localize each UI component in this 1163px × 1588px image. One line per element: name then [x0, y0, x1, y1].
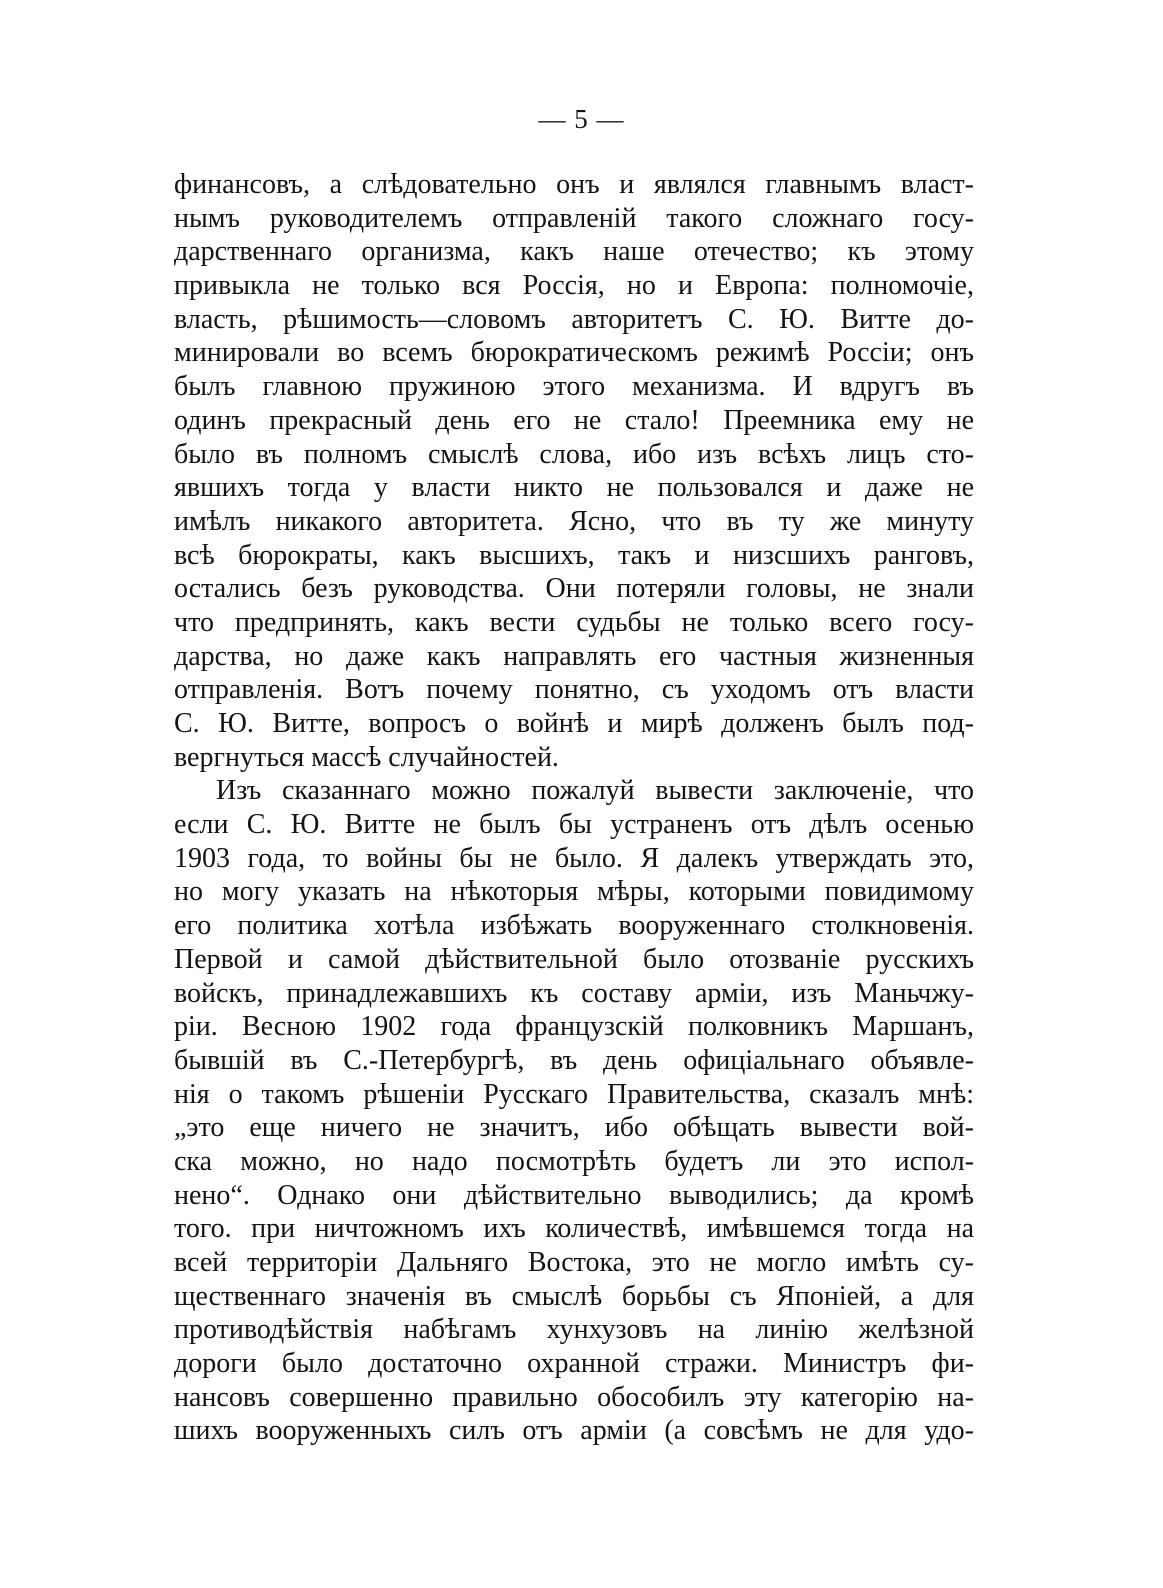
text-line: имѣлъ никакого авторитета. Ясно, что въ ту же минуту	[174, 505, 974, 537]
text-line: дарства, но даже какъ направлять его частныя жизненныя	[174, 640, 974, 672]
text-line: 1903 года, то войны бы не было. Я далекъ утверждать это,	[174, 842, 974, 874]
body-text	[174, 168, 974, 1448]
text-line: ска можно, но надо посмотрѣть будетъ ли это испол-	[174, 1145, 974, 1177]
text-line: противодѣйствія набѣгамъ хунхузовъ на линію желѣзной	[174, 1314, 974, 1346]
text-line: всѣ бюрократы, какъ высшихъ, такъ и низсшихъ ранговъ,	[174, 539, 974, 571]
text-line: Первой и самой дѣйствительной было отозваніе русскихъ	[174, 943, 974, 975]
text-line: всей территоріи Дальняго Востока, это не могло имѣть су-	[174, 1247, 974, 1278]
text-line: было въ полномъ смыслѣ слова, ибо изъ всѣхъ лицъ сто-	[174, 438, 974, 470]
paragraph-end-line: вергнуться массѣ случайностей.	[174, 741, 559, 773]
text-line: шихъ вооруженныхъ силъ отъ арміи (а совсѣмъ не для удо-	[174, 1415, 974, 1447]
text-line: явшихъ тогда у власти никто не пользовался и даже не	[174, 472, 974, 504]
text-line: того. при ничтожномъ ихъ количествѣ, имѣвшемся тогда на	[174, 1213, 974, 1245]
text-line: С. Ю. Витте, вопросъ о войнѣ и мирѣ долженъ былъ под-	[174, 708, 974, 739]
text-line: ріи. Весною 1902 года французскій полковникъ Маршанъ,	[174, 1011, 974, 1043]
page-number: — 5 —	[538, 104, 625, 134]
text-line: что предпринять, какъ вести судьбы не только всего госу-	[174, 606, 974, 638]
text-line: остались безъ руководства. Они потеряли головы, не знали	[174, 573, 974, 605]
text-line: финансовъ, а слѣдовательно онъ и являлся главнымъ власт-	[174, 169, 974, 200]
text-line: власть, рѣшимость—словомъ авторитетъ С. Ю. Витте до-	[174, 303, 974, 335]
text-line: одинъ прекрасный день его не стало! Преемника ему не	[174, 404, 974, 436]
text-line: былъ главною пружиною этого механизма. И вдругъ въ	[174, 371, 974, 403]
text-line: привыкла не только вся Россія, но и Европа: полномочіе,	[174, 270, 974, 302]
text-line: нія о такомъ рѣшеніи Русскаго Правительства, сказалъ мнѣ:	[174, 1078, 974, 1110]
text-line: дарственнаго организма, какъ наше отечество; къ этому	[174, 236, 974, 268]
text-line: нымъ руководителемъ отправленій такого сложнаго госу-	[174, 202, 974, 234]
text-line: бывшій въ С.-Петербургѣ, въ день офиціальнаго объявле-	[174, 1044, 974, 1076]
text-line: нансовъ совершенно правильно обособилъ эту категорію на-	[174, 1381, 974, 1413]
text-line: отправленія. Вотъ почему понятно, съ уходомъ отъ власти	[174, 674, 974, 706]
text-line: его политика хотѣла избѣжать вооруженнаго столкновенія.	[174, 910, 974, 942]
paragraph-start-line: Изъ сказаннаго можно пожалуй вывести заключеніе, что	[216, 775, 974, 807]
text-line: войскъ, принадлежавшихъ къ составу арміи, изъ Маньчжу-	[174, 977, 974, 1009]
text-line: минировали во всемъ бюрократическомъ режимѣ Россіи; онъ	[174, 337, 974, 369]
text-line: если С. Ю. Витте не былъ бы устраненъ отъ дѣлъ осенью	[174, 809, 974, 841]
text-line: но могу указать на нѣкоторыя мѣры, которыми повидимому	[174, 876, 974, 908]
text-line: дороги было достаточно охранной стражи. Министръ фи-	[174, 1348, 974, 1380]
text-line: нено“. Однако они дѣйствительно выводились; да кромѣ	[174, 1179, 974, 1211]
text-line: „это еще ничего не значитъ, ибо обѣщать вывести вой-	[174, 1112, 974, 1144]
text-line: щественнаго значенія въ смыслѣ борьбы съ Японіей, а для	[174, 1280, 974, 1312]
